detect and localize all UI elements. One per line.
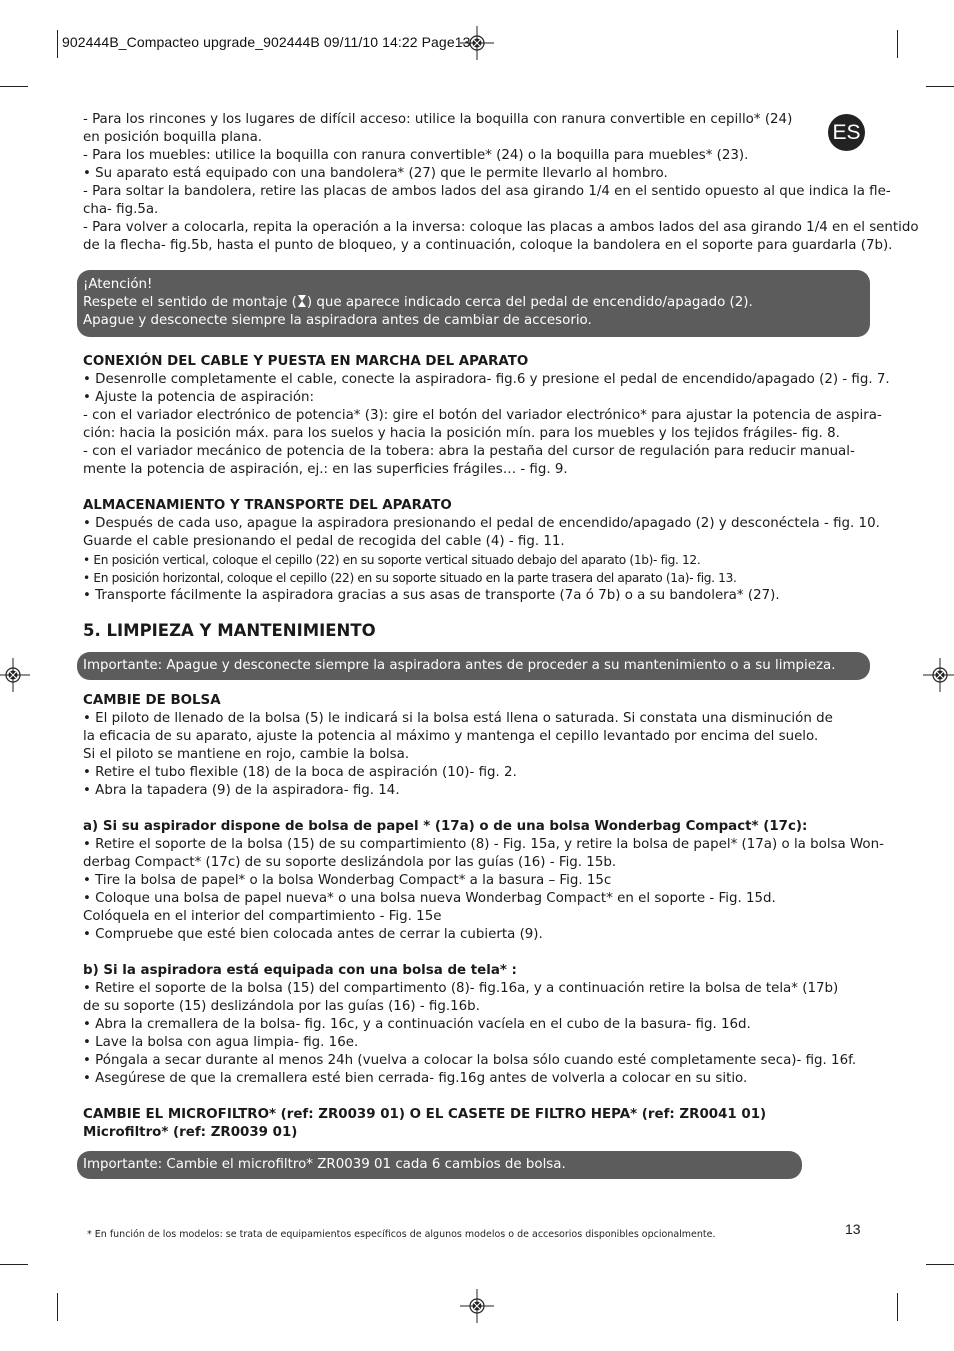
attention-text-before: Respete el sentido de montaje (	[83, 295, 297, 310]
text-line: • Retire el tubo flexible (18) de la boca de aspiración (10)- fig. 2.	[83, 765, 517, 780]
text-line: • Póngala a secar durante al menos 24h (vuelva a colocar la bolsa sólo cuando esté completamente seca)- fig. 16f.	[83, 1053, 857, 1068]
section-heading: CONEXIÓN DEL CABLE Y PUESTA EN MARCHA DEL APARATO	[83, 354, 529, 369]
attention-box	[77, 270, 870, 337]
text-line: ción: hacia la posición máx. para los suelos y hacia la posición mín. para los muebles y los tejidos frágiles- fig. 8.	[83, 426, 840, 441]
text-line: mente la potencia de aspiración, ej.: en las superficies frágiles… - fig. 9.	[83, 462, 568, 477]
registration-mark-icon	[0, 658, 30, 692]
crop-mark	[57, 1293, 58, 1321]
registration-mark-icon	[460, 1289, 494, 1323]
storage-section	[83, 497, 880, 605]
text-line: • El piloto de llenado de la bolsa (5) le indicará si la bolsa está llena o saturada. Si constata una disminución de	[83, 711, 833, 726]
text-line: • Retire el soporte de la bolsa (15) de su compartimiento (8) - Fig. 15a, y retire la bolsa de papel* (17a) o la bolsa Won-	[83, 837, 884, 852]
connection-section	[83, 353, 890, 479]
section-heading: CAMBIE DE BOLSA	[83, 693, 221, 708]
text-line: • Ajuste la potencia de aspiración:	[83, 390, 315, 405]
section-heading: b) Si la aspiradora está equipada con una bolsa de tela* :	[83, 963, 517, 978]
crop-mark	[926, 1264, 954, 1265]
section-heading: CAMBIE EL MICROFILTRO* (ref: ZR0039 01) O EL CASETE DE FILTRO HEPA* (ref: ZR0041 01)	[83, 1107, 767, 1122]
crop-mark	[0, 1264, 28, 1265]
cleaning-section-title: 5. LIMPIEZA Y MANTENIMIENTO	[83, 621, 376, 640]
page-content	[83, 111, 919, 1179]
text-line: • En posición horizontal, coloque el cepillo (22) en su soporte situado en la parte trasera del aparato (1a)- fig. 13.	[83, 571, 737, 585]
section-heading: a) Si su aspirador dispone de bolsa de papel * (17a) o de una bolsa Wonderbag Compact* (17c):	[83, 819, 808, 834]
microfilter-note-box	[77, 1151, 802, 1179]
text-line: Si el piloto se mantiene en rojo, cambie la bolsa.	[83, 747, 410, 762]
important-note-box	[77, 652, 870, 680]
text-line: • Su aparato está equipado con una bandolera* (27) que le permite llevarlo al hombro.	[83, 166, 668, 181]
text-line: • En posición vertical, coloque el cepillo (22) en su soporte vertical situado debajo del aparato (1b)- fig. 12.	[83, 553, 701, 567]
attention-text-after: ) que aparece indicado cerca del pedal de encendido/apagado (2).	[306, 295, 753, 310]
intro-paragraph	[83, 111, 919, 255]
text-line: cha- fig.5a.	[83, 202, 159, 217]
hourglass-icon	[297, 294, 307, 308]
text-line: Guarde el cable presionando el pedal de recogida del cable (4) - fig. 11.	[83, 534, 565, 549]
section-subheading: Microfiltro* (ref: ZR0039 01)	[83, 1125, 298, 1140]
crop-mark	[57, 30, 58, 58]
attention-line	[83, 294, 864, 312]
text-line: la eficacia de su aparato, ajuste la potencia al máximo y mantenga el cepillo levantado por encima del suelo.	[83, 729, 819, 744]
text-line: - Para volver a colocarla, repita la operación a la inversa: coloque las placas a ambos lados del asa girando 1/4 en el sentido	[83, 220, 919, 235]
text-line: de la flecha- fig.5b, hasta el punto de bloqueo, y a continuación, coloque la bandolera en el soporte para guardarla (7b).	[83, 238, 893, 253]
language-badge: ES	[828, 114, 865, 151]
text-line: • Retire el soporte de la bolsa (15) del compartimento (8)- fig.16a, y a continuación retire la bolsa de tela* (17b)	[83, 981, 839, 996]
text-line: • Después de cada uso, apague la aspiradora presionando el pedal de encendido/apagado (2) y desconéctela - fig. 10.	[83, 516, 880, 531]
text-line: - Para soltar la bandolera, retire las placas de ambos lados del asa girando 1/4 en el sentido opuesto al que indica la fle-	[83, 184, 891, 199]
text-line: • Abra la cremallera de la bolsa- fig. 16c, y a continuación vacíela en el cubo de la basura- fig. 16d.	[83, 1017, 751, 1032]
text-line: Colóquela en el interior del compartimiento - Fig. 15e	[83, 909, 442, 924]
text-line: en posición boquilla plana.	[83, 130, 263, 145]
registration-mark-icon	[460, 26, 494, 60]
text-line: - Para los rincones y los lugares de difícil acceso: utilice la boquilla con ranura convertible en cepillo* (24)	[83, 112, 793, 127]
text-line: derbag Compact* (17c) de su soporte deslizándola por las guías (16) - Fig. 15b.	[83, 855, 617, 870]
cloth-bag-section	[83, 962, 873, 1088]
text-line: - Para los muebles: utilice la boquilla con ranura convertible* (24) o la boquilla para muebles* (23).	[83, 148, 749, 163]
footnote: * En función de los modelos: se trata de equipamientos específicos de algunos modelos o de accesorios disponibles opcionalmente.	[87, 1229, 716, 1240]
bag-section	[83, 692, 873, 800]
text-line: • Abra la tapadera (9) de la aspiradora- fig. 14.	[83, 783, 400, 798]
text-line: - con el variador electrónico de potencia* (3): gire el botón del variador electrónico* para ajustar la potencia de aspira-	[83, 408, 882, 423]
crop-mark	[897, 1293, 898, 1321]
text-line: • Compruebe que esté bien colocada antes de cerrar la cubierta (9).	[83, 927, 543, 942]
paper-bag-section	[83, 818, 884, 944]
text-line: • Transporte fácilmente la aspiradora gracias a sus asas de transporte (7a ó 7b) o a su bandolera* (27).	[83, 588, 780, 603]
attention-line: Apague y desconecte siempre la aspiradora antes de cambiar de accesorio.	[83, 313, 592, 328]
text-line: - con el variador mecánico de potencia de la tobera: abra la pestaña del cursor de regulación para reducir manual-	[83, 444, 855, 459]
crop-mark	[0, 86, 28, 87]
print-file-header: 902444B_Compacteo upgrade_902444B 09/11/10 14:22 Page13	[62, 34, 471, 50]
text-line: de su soporte (15) deslizándola por las guías (16) - fig.16b.	[83, 999, 480, 1014]
text-line: • Desenrolle completamente el cable, conecte la aspiradora- fig.6 y presione el pedal de encendido/apagado (2) - fig. 7.	[83, 372, 890, 387]
crop-mark	[926, 86, 954, 87]
crop-mark	[897, 30, 898, 58]
attention-title: ¡Atención!	[83, 277, 153, 292]
text-line: • Lave la bolsa con agua limpia- fig. 16e.	[83, 1035, 359, 1050]
text-line: • Coloque una bolsa de papel nueva* o una bolsa nueva Wonderbag Compact* en el soporte - Fig. 15d.	[83, 891, 776, 906]
page-number: 13	[845, 1221, 861, 1237]
important-note: Importante: Cambie el microfiltro* ZR0039 01 cada 6 cambios de bolsa.	[83, 1157, 566, 1172]
registration-mark-icon	[923, 658, 954, 692]
section-heading: ALMACENAMIENTO Y TRANSPORTE DEL APARATO	[83, 498, 452, 513]
text-line: • Asegúrese de que la cremallera esté bien cerrada- fig.16g antes de volverla a colocar en su sitio.	[83, 1071, 748, 1086]
microfilter-section	[83, 1106, 873, 1142]
important-note: Importante: Apague y desconecte siempre la aspiradora antes de proceder a su mantenimiento o a su limpieza.	[83, 658, 836, 673]
text-line: • Tire la bolsa de papel* o la bolsa Wonderbag Compact* a la basura – Fig. 15c	[83, 873, 612, 888]
